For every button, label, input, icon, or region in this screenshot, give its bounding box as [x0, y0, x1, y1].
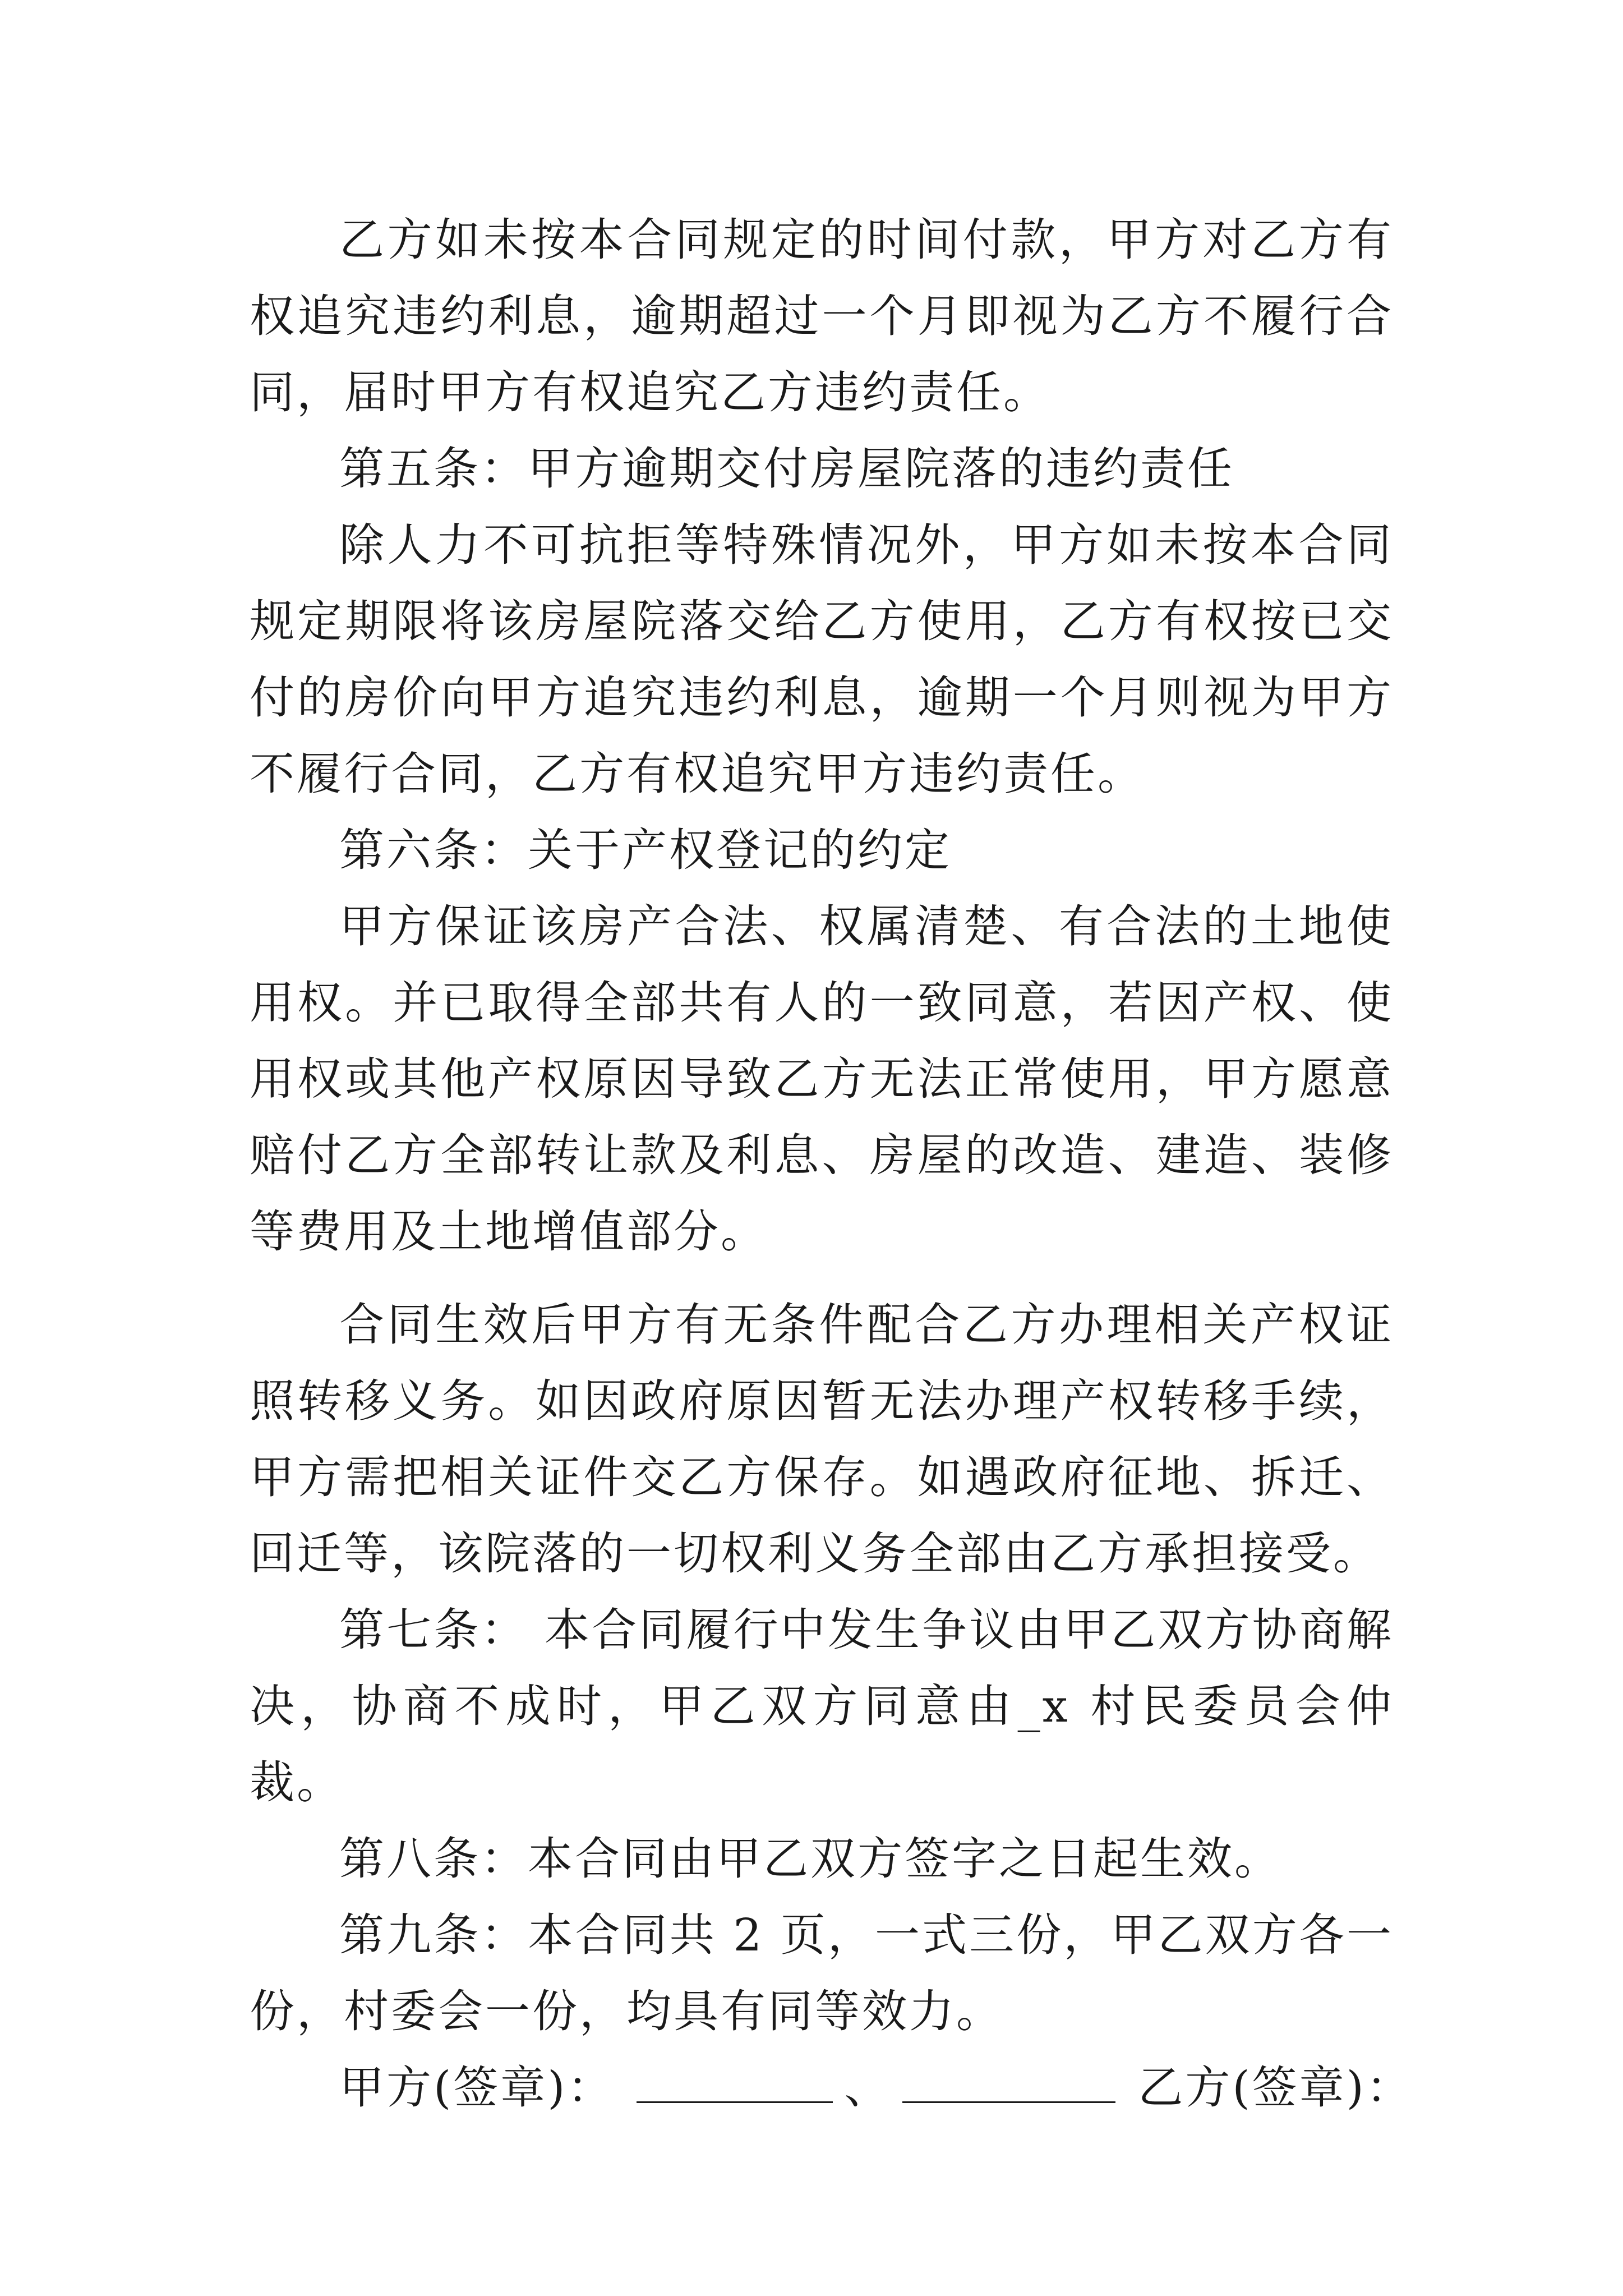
- paragraph-late-payment: 乙方如未按本合同规定的时间付款，甲方对乙方有权追究违约利息，逾期超过一个月即视为乙方不履行合同，届时甲方有权追究乙方违约责任。: [250, 214, 1394, 418]
- party-a-signature-label: 甲方(签章)：: [339, 2062, 615, 2114]
- party-b-signature-label: 乙方(签章)：: [1138, 2062, 1413, 2114]
- article-8-effective: 第八条：本合同由甲乙双方签字之日起生效。: [339, 1833, 1281, 1885]
- article-6-heading: 第六条：关于产权登记的约定: [339, 824, 952, 876]
- article-9-copies: 第九条：本合同共 2 页，一式三份，甲乙双方各一份，村委会一份，均具有同等效力。: [250, 1909, 1394, 2037]
- party-a-signature-blank: [637, 2068, 833, 2103]
- signature-separator: 、: [844, 2062, 892, 2114]
- article-7-dispute: 第七条： 本合同履行中发生争议由甲乙双方协商解决，协商不成时，甲乙双方同意由_x 村民委员会仲裁。: [250, 1604, 1394, 1809]
- paragraph-property-guarantee: 甲方保证该房产合法、权属清楚、有合法的土地使用权。并已取得全部共有人的一致同意，若因产权、使用权或其他产权原因导致乙方无法正常使用，甲方愿意赔付乙方全部转让款及利息、房屋的改造、建造、装修等费用及土地增值部分。: [250, 900, 1394, 1258]
- paragraph-title-transfer: 合同生效后甲方有无条件配合乙方办理相关产权证照转移义务。如因政府原因暂无法办理产权转移手续，甲方需把相关证件交乙方保存。如遇政府征地、拆迁、回迁等，该院落的一切权利义务全部由乙方承担接受。: [250, 1299, 1394, 1580]
- contract-body: [250, 202, 1413, 2126]
- article-5-heading: 第五条：甲方逾期交付房屋院落的违约责任: [339, 443, 1234, 495]
- party-a-second-signature-blank: [902, 2068, 1115, 2103]
- signature-line: [250, 2050, 1413, 2126]
- paragraph-late-delivery: 除人力不可抗拒等特殊情况外，甲方如未按本合同规定期限将该房屋院落交给乙方使用，乙方有权按已交付的房价向甲方追究违约利息，逾期一个月则视为甲方不履行合同，乙方有权追究甲方违约责任。: [250, 519, 1394, 800]
